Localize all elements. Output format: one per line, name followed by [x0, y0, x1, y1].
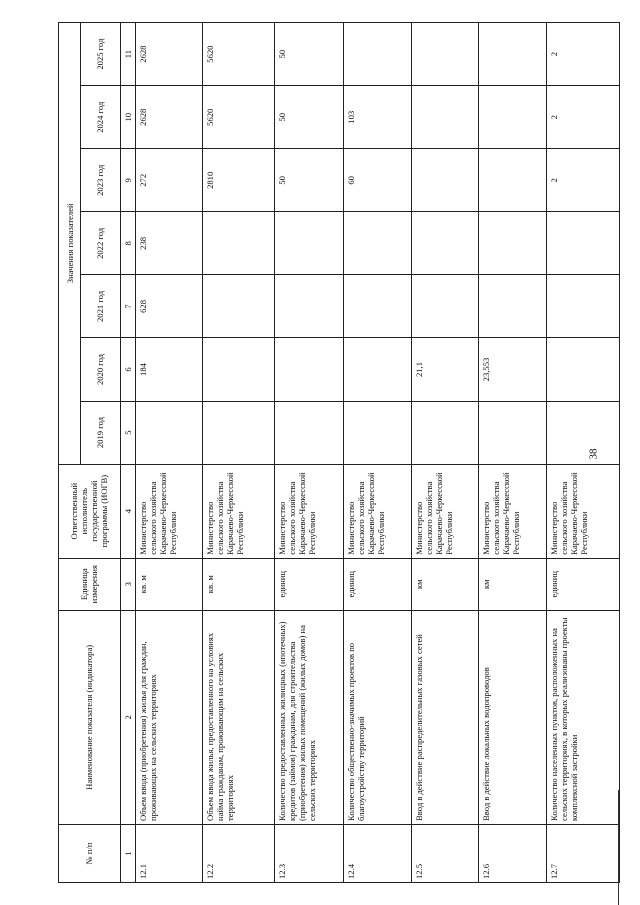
value-cell: [202, 338, 275, 401]
value-cell: 238: [136, 212, 202, 275]
indicator-name: Количество предоставленных жилищных (ипотечных) кредитов (займов) гражданам, для строительства (приобретения) жилых помещений (жилых домов) на сельских территориях: [275, 610, 343, 824]
value-cell: [275, 401, 343, 464]
value-cell: 60: [343, 149, 411, 212]
unit-cell: кв. м: [136, 558, 202, 610]
value-cell: 2628: [136, 23, 202, 86]
column-index: 5: [120, 401, 135, 464]
row-number: 12.7: [547, 824, 620, 882]
value-cell: [547, 275, 620, 338]
header-year: 2025 год: [81, 23, 121, 86]
value-cell: [412, 86, 478, 149]
row-number: 12.3: [275, 824, 343, 882]
unit-cell: км: [412, 558, 478, 610]
value-cell: 272: [136, 149, 202, 212]
value-cell: 5620: [202, 23, 275, 86]
unit-cell: единиц: [343, 558, 411, 610]
value-cell: [275, 275, 343, 338]
header-executor: Ответственный исполнитель государственной программы (ИОГВ): [59, 464, 121, 558]
indicator-name: Объем ввода жилья, предоставленного на условиях найма гражданам, проживающим на сельских территориях: [202, 610, 275, 824]
column-index: 9: [120, 149, 135, 212]
row-number: 12.5: [412, 824, 478, 882]
indicator-name: Ввод в действие распределительных газовых сетей: [412, 610, 478, 824]
indicators-table: [58, 22, 620, 883]
header-year: 2020 год: [81, 338, 121, 401]
header-year: 2019 год: [81, 401, 121, 464]
indicator-name: Ввод в действие локальных водопроводов: [478, 610, 546, 824]
column-index: 11: [120, 23, 135, 86]
value-cell: [478, 401, 546, 464]
row-number: 12.6: [478, 824, 546, 882]
value-cell: [275, 338, 343, 401]
unit-cell: кв. м: [202, 558, 275, 610]
indicator-name: Количество общественно-значимых проектов по благоустройству территорий: [343, 610, 411, 824]
header-year: 2024 год: [81, 86, 121, 149]
value-cell: 50: [275, 23, 343, 86]
column-index: 6: [120, 338, 135, 401]
value-cell: 23,553: [478, 338, 546, 401]
executor-cell: Министерство сельского хозяйства Карачаево-Черкесской Республики: [478, 464, 546, 558]
header-year: 2023 год: [81, 149, 121, 212]
value-cell: 2: [547, 23, 620, 86]
value-cell: 50: [275, 149, 343, 212]
value-cell: [202, 401, 275, 464]
executor-cell: Министерство сельского хозяйства Карачаево-Черкесской Республики: [136, 464, 202, 558]
value-cell: [478, 23, 546, 86]
executor-cell: Министерство сельского хозяйства Карачаево-Черкесской Республики: [547, 464, 620, 558]
value-cell: [275, 212, 343, 275]
value-cell: [412, 212, 478, 275]
value-cell: [547, 338, 620, 401]
value-cell: [478, 86, 546, 149]
value-cell: [412, 149, 478, 212]
column-index: 8: [120, 212, 135, 275]
value-cell: [412, 401, 478, 464]
column-index: 2: [120, 610, 135, 824]
column-index-row: [120, 23, 135, 883]
value-cell: [343, 23, 411, 86]
column-index: 10: [120, 86, 135, 149]
table-row: [478, 23, 546, 883]
executor-cell: Министерство сельского хозяйства Карачаево-Черкесской Республики: [202, 464, 275, 558]
value-cell: [478, 275, 546, 338]
table-row: [412, 23, 478, 883]
value-cell: [478, 149, 546, 212]
value-cell: [343, 212, 411, 275]
indicator-name: Объем ввода (приобретения) жилья для граждан, проживающих на сельских территориях: [136, 610, 202, 824]
header-values-group: Значения показателей: [59, 23, 81, 465]
executor-cell: Министерство сельского хозяйства Карачаево-Черкесской Республики: [275, 464, 343, 558]
executor-cell: Министерство сельского хозяйства Карачаево-Черкесской Республики: [412, 464, 478, 558]
indicators-table-rotated: [58, 22, 620, 883]
margin-line: [618, 790, 619, 905]
value-cell: 2810: [202, 149, 275, 212]
column-index: 4: [120, 464, 135, 558]
page-number: 38: [587, 448, 600, 460]
header-year: 2021 год: [81, 275, 121, 338]
unit-cell: единиц: [275, 558, 343, 610]
value-cell: [136, 401, 202, 464]
indicator-name: Количество населенных пунктов, расположенных на сельских территориях, в которых реализованы проекты комплексной застройки: [547, 610, 620, 824]
value-cell: [547, 401, 620, 464]
value-cell: [412, 275, 478, 338]
table-row: [275, 23, 343, 883]
table-row: [136, 23, 202, 883]
table-body: [136, 23, 620, 883]
value-cell: 50: [275, 86, 343, 149]
header-name: Наименование показателя (индикатора): [59, 610, 121, 824]
column-index: 7: [120, 275, 135, 338]
table-row: [202, 23, 275, 883]
unit-cell: единиц: [547, 558, 620, 610]
value-cell: [343, 275, 411, 338]
value-cell: 103: [343, 86, 411, 149]
column-index: 3: [120, 558, 135, 610]
header-year: 2022 год: [81, 212, 121, 275]
value-cell: [202, 275, 275, 338]
value-cell: [412, 23, 478, 86]
row-number: 12.1: [136, 824, 202, 882]
unit-cell: км: [478, 558, 546, 610]
value-cell: 21,1: [412, 338, 478, 401]
row-number: 12.2: [202, 824, 275, 882]
value-cell: [202, 212, 275, 275]
value-cell: 184: [136, 338, 202, 401]
row-number: 12.4: [343, 824, 411, 882]
executor-cell: Министерство сельского хозяйства Карачаево-Черкесской Республики: [343, 464, 411, 558]
table-row: [343, 23, 411, 883]
value-cell: [478, 212, 546, 275]
header-num: № п/п: [59, 824, 121, 882]
table-row: [547, 23, 620, 883]
value-cell: 5620: [202, 86, 275, 149]
value-cell: 2: [547, 86, 620, 149]
value-cell: [547, 212, 620, 275]
value-cell: 2628: [136, 86, 202, 149]
header-unit: Единица измерения: [59, 558, 121, 610]
value-cell: 2: [547, 149, 620, 212]
value-cell: 628: [136, 275, 202, 338]
value-cell: [343, 338, 411, 401]
value-cell: [343, 401, 411, 464]
column-index: 1: [120, 824, 135, 882]
